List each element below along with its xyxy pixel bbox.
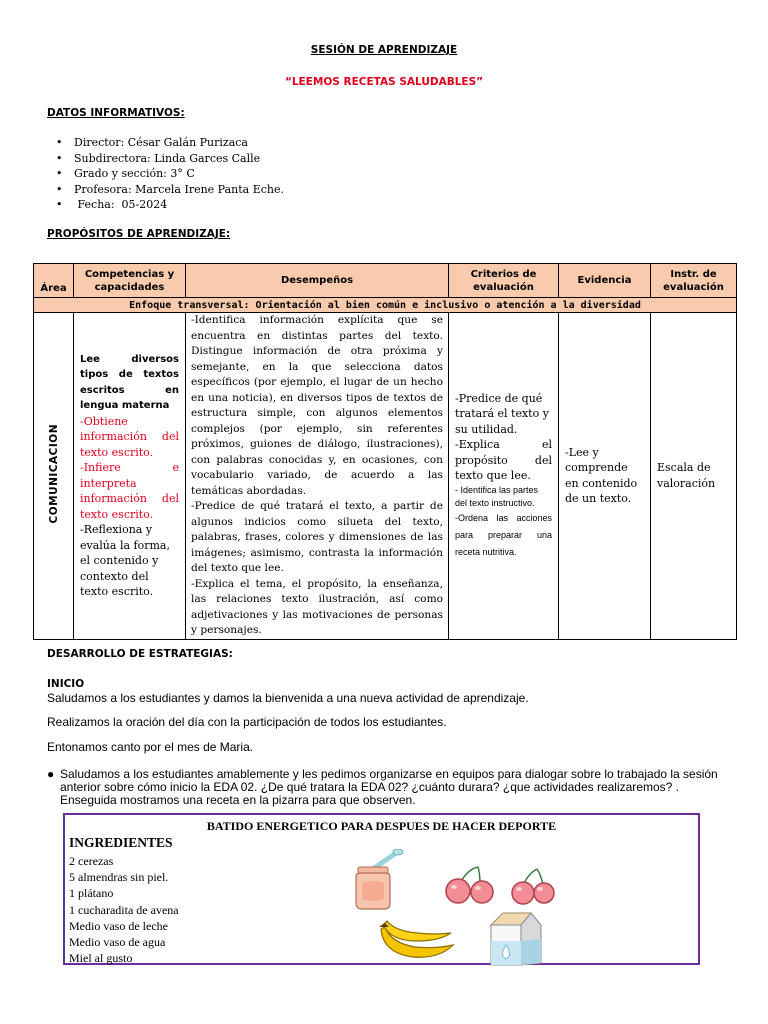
datos-list bbox=[56, 135, 284, 213]
propositos-heading: PROPÓSITOS DE APRENDIZAJE: bbox=[47, 228, 231, 240]
honey-jar-icon bbox=[352, 849, 410, 911]
area-cell bbox=[34, 313, 74, 640]
header-evidencia: Evidencia bbox=[559, 264, 651, 298]
enfoque-transversal: Enfoque transversal: Orientación al bien común e inclusivo o atención a la diversidad bbox=[34, 298, 737, 313]
ingredients-list bbox=[69, 853, 179, 966]
datos-item-subdirectora: • Subdirectora: Linda Garces Calle bbox=[56, 151, 284, 167]
desempenos-cell bbox=[186, 313, 449, 640]
header-desempenos: Desempeños bbox=[186, 264, 449, 298]
desempeno-explica: -Explica el tema, el propósito, la enseñanza, las relaciones texto ilustración, así como adjetivaciones y las motivaciones de personas y personajes. bbox=[191, 577, 443, 636]
ingredients-heading: INGREDIENTES bbox=[69, 835, 173, 850]
document-subtitle: “LEEMOS RECETAS SALUDABLES” bbox=[284, 76, 484, 88]
criterios-cell bbox=[449, 313, 559, 640]
cherries-icon bbox=[509, 867, 557, 907]
datos-item-director: • Director: César Galán Purizaca bbox=[56, 135, 284, 151]
desempeno-identifica: -Identifica información explícita que se encuentra en distintas partes del texto. Distingue información de otra próxima y semejante, en la que selecciona datos específicos (por ejemplo, el lugar de un hecho en una noticia), en diversos tipos de textos de estructura simple, con algunos elementos complejos (por ejemplo, sin referentes próximos, guiones de diálogo, ilustraciones), con palabras conocidas y, en ocasiones, con vocabulario variado, de acuerdo a las temáticas abordadas. bbox=[191, 314, 443, 497]
bullet-paragraph-text: Saludamos a los estudiantes amablemente y les pedimos organizarse en equipos para dialogar sobre lo trabajado la sesión anterior sobre cómo inicio la EDA 02. ¿De qué tratara la EDA 02? ¿cuánto durara? ¿que actividades realizaremos? . Enseguida mostramos una receta en la pizarra para que observen. bbox=[60, 767, 718, 807]
cherries-icon bbox=[442, 865, 498, 905]
recipe-box bbox=[63, 813, 700, 965]
bullet-paragraph bbox=[47, 768, 737, 807]
evidencia-cell: -Lee y comprende en contenido de un texto. bbox=[559, 313, 651, 640]
instrumento-cell: Escala de valoración bbox=[651, 313, 737, 640]
ingredient-item: 5 almendras sin piel. bbox=[69, 870, 169, 885]
ingredient-item: Medio vaso de leche bbox=[69, 918, 168, 933]
capacidad-infiere: -Infiere e interpreta información del texto escrito. bbox=[80, 461, 179, 521]
competencia-text: Lee diversos tipos de textos escritos en lengua materna bbox=[80, 353, 179, 412]
ingredient-item: 1 cucharadita de avena bbox=[69, 902, 179, 917]
capacidad-reflexiona: -Reflexiona y evalúa la forma, el contenido y contexto del texto escrito. bbox=[80, 523, 170, 599]
criterio-identifica: - Identifica las partes del texto instructivo. bbox=[455, 484, 539, 508]
datos-item-profesora: • Profesora: Marcela Irene Panta Eche. bbox=[56, 182, 284, 198]
ingredient-item: Miel al gusto bbox=[69, 951, 133, 966]
criterio-ordena: -Ordena las acciones para preparar una receta nutritiva. bbox=[455, 512, 552, 557]
datos-heading: DATOS INFORMATIVOS: bbox=[47, 107, 185, 119]
inicio-heading: INICIO bbox=[47, 678, 85, 690]
header-competencias: Competencias y capacidades bbox=[74, 264, 186, 298]
datos-item-fecha: • Fecha: 05-2024 bbox=[56, 197, 284, 213]
ingredient-item: 2 cerezas bbox=[69, 854, 114, 868]
inicio-paragraph-1: Saludamos a los estudiantes y damos la bienvenida a una nueva actividad de aprendizaje. bbox=[47, 691, 529, 705]
inicio-paragraph-2: Realizamos la oración del día con la participación de todos los estudiantes. bbox=[47, 715, 447, 729]
datos-item-grado: • Grado y sección: 3° C bbox=[56, 166, 284, 182]
criterio-explica: -Explica el propósito del texto que lee. bbox=[455, 438, 552, 483]
criterio-predice: -Predice de qué tratará el texto y su utilidad. bbox=[455, 391, 549, 436]
recipe-title: BATIDO ENERGETICO PARA DESPUES DE HACER DEPORTE bbox=[206, 819, 557, 833]
propositos-table bbox=[33, 263, 737, 640]
area-label: COMUNICACION bbox=[47, 424, 60, 524]
header-criterios: Criterios de evaluación bbox=[449, 264, 559, 298]
desarrollo-heading: DESARROLLO DE ESTRATEGIAS: bbox=[47, 648, 233, 660]
bananas-icon bbox=[377, 919, 457, 963]
ingredient-item: 1 plátano bbox=[69, 886, 114, 901]
bullet-dot-icon: ● bbox=[47, 767, 55, 781]
ingredient-item: Medio vaso de agua bbox=[69, 935, 166, 950]
competencias-cell bbox=[74, 313, 186, 640]
capacidad-obtiene: -Obtiene información del texto escrito. bbox=[80, 414, 179, 459]
desempeno-predice: -Predice de qué tratará el texto, a partir de algunos indicios como silueta del texto, palabras, frases, colores y dimensiones de las imágenes; asimismo, contrasta la información del texto que lee. bbox=[191, 500, 443, 574]
document-title: SESIÓN DE APRENDIZAJE bbox=[310, 44, 458, 56]
header-instrumento: Instr. de evaluación bbox=[651, 264, 737, 298]
inicio-paragraph-3: Entonamos canto por el mes de Maria. bbox=[47, 740, 254, 754]
milk-carton-icon bbox=[483, 911, 545, 967]
header-area: Área bbox=[34, 264, 74, 298]
